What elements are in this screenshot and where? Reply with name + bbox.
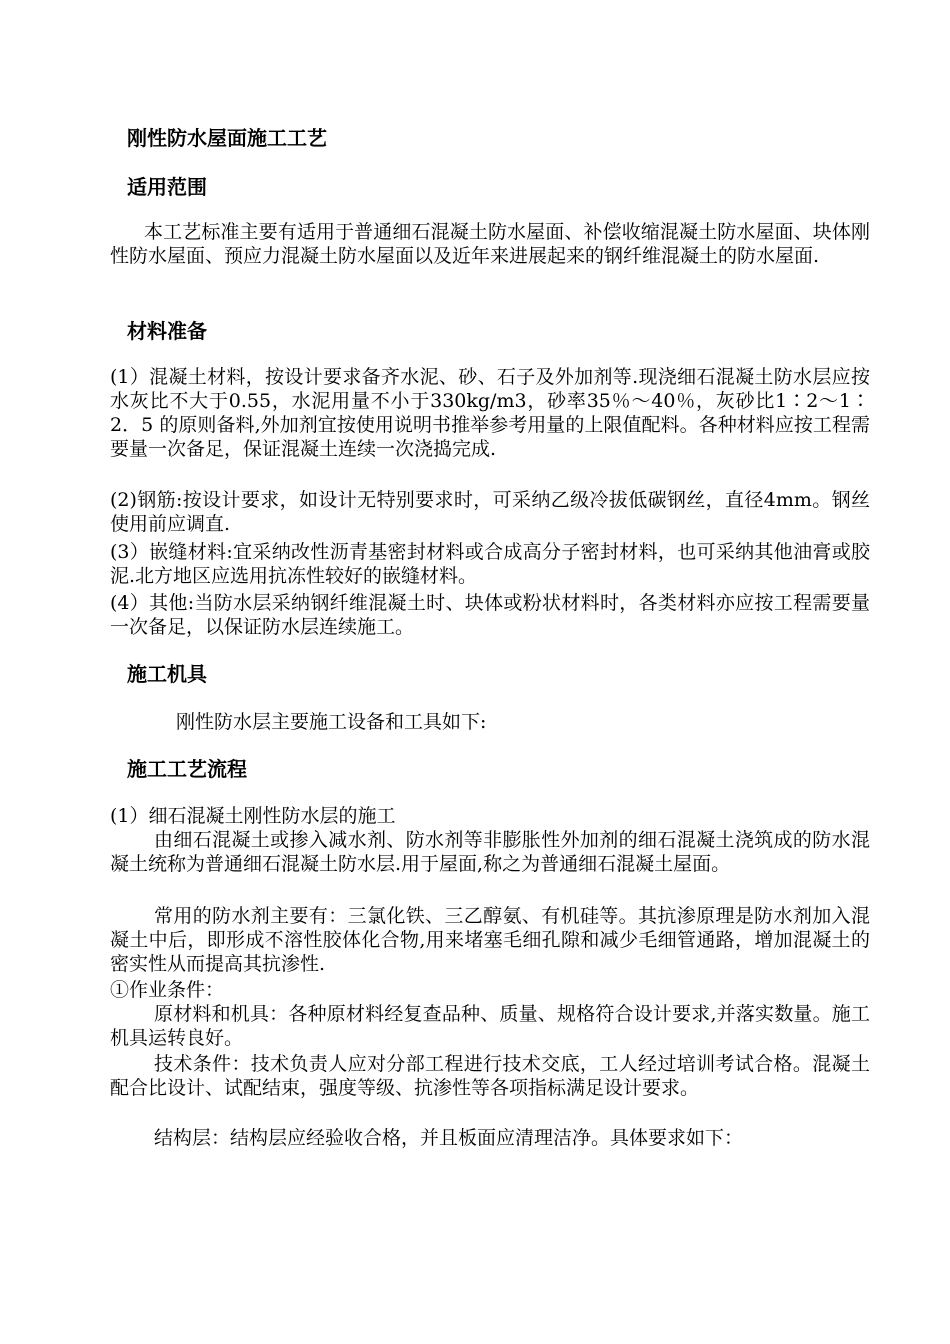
process-subheading: (1）细石混凝土刚性防水层的施工 bbox=[110, 805, 396, 827]
condition-technical: 技术条件：技术负责人应对分部工程进行技术交底，工人经过培训考试合格。混凝土配合比设计、试配结束，强度等级、抗渗性等各项指标满足设计要求。 bbox=[110, 1053, 870, 1099]
process-paragraph-2: 常用的防水剂主要有：三氯化铁、三乙醇氨、有机硅等。其抗渗原理是防水剂加入混凝土中后，即形成不溶性胶体化合物,用来堵塞毛细孔隙和减少毛细管通路，增加混凝土的密实性从而提高其抗渗性. bbox=[110, 905, 870, 975]
condition-materials-tools: 原材料和机具：各种原材料经复查品种、质量、规格符合设计要求,并落实数量。施工机具运转良好。 bbox=[110, 1003, 870, 1049]
work-conditions-label: ①作业条件： bbox=[110, 979, 225, 1001]
process-paragraph-1: 由细石混凝土或掺入减水剂、防水剂等非膨胀性外加剂的细石混凝土浇筑成的防水混凝土统称为普通细石混凝土防水层.用于屋面,称之为普通细石混凝土屋面。 bbox=[110, 829, 870, 875]
materials-item-1: (1）混凝土材料，按设计要求备齐水泥、砂、石子及外加剂等.现浇细石混凝土防水层应按水灰比不大于0.55，水泥用量不小于330kg/m3，砂率35％～40％，灰砂比1∶2～1∶2．5 的原则备料,外加剂宜按使用说明书推举参考用量的上限值配料。各种材料应按工程需要量一次备足，保证混凝土连续一次浇捣完成. bbox=[110, 366, 870, 460]
section-heading-process: 施工工艺流程 bbox=[127, 757, 247, 781]
materials-item-4: (4）其他:当防水层采纳钢纤维混凝土时、块体或粉状材料时，各类材料亦应按工程需要量一次备足，以保证防水层连续施工。 bbox=[110, 592, 870, 638]
scope-paragraph: 本工艺标准主要有适用于普通细石混凝土防水屋面、补偿收缩混凝土防水屋面、块体刚性防水屋面、预应力混凝土防水屋面以及近年来进展起来的钢纤维混凝土的防水屋面. bbox=[110, 221, 870, 267]
materials-item-3: (3）嵌缝材料:宜采纳改性沥青基密封材料或合成高分子密封材料，也可采纳其他油膏或胶泥.北方地区应选用抗冻性较好的嵌缝材料。 bbox=[110, 541, 870, 587]
document-title: 刚性防水屋面施工工艺 bbox=[127, 126, 327, 150]
section-heading-tools: 施工机具 bbox=[127, 662, 207, 686]
section-heading-scope: 适用范围 bbox=[127, 175, 207, 199]
tools-paragraph: 刚性防水层主要施工设备和工具如下: bbox=[176, 711, 487, 733]
section-heading-materials: 材料准备 bbox=[127, 319, 207, 343]
materials-item-2: (2)钢筋:按设计要求，如设计无特别要求时，可采纳乙级冷拔低碳钢丝，直径4mm。钢丝使用前应调直. bbox=[110, 489, 870, 535]
condition-structural-layer: 结构层：结构层应经验收合格，并且板面应清理洁净。具体要求如下： bbox=[154, 1127, 744, 1149]
